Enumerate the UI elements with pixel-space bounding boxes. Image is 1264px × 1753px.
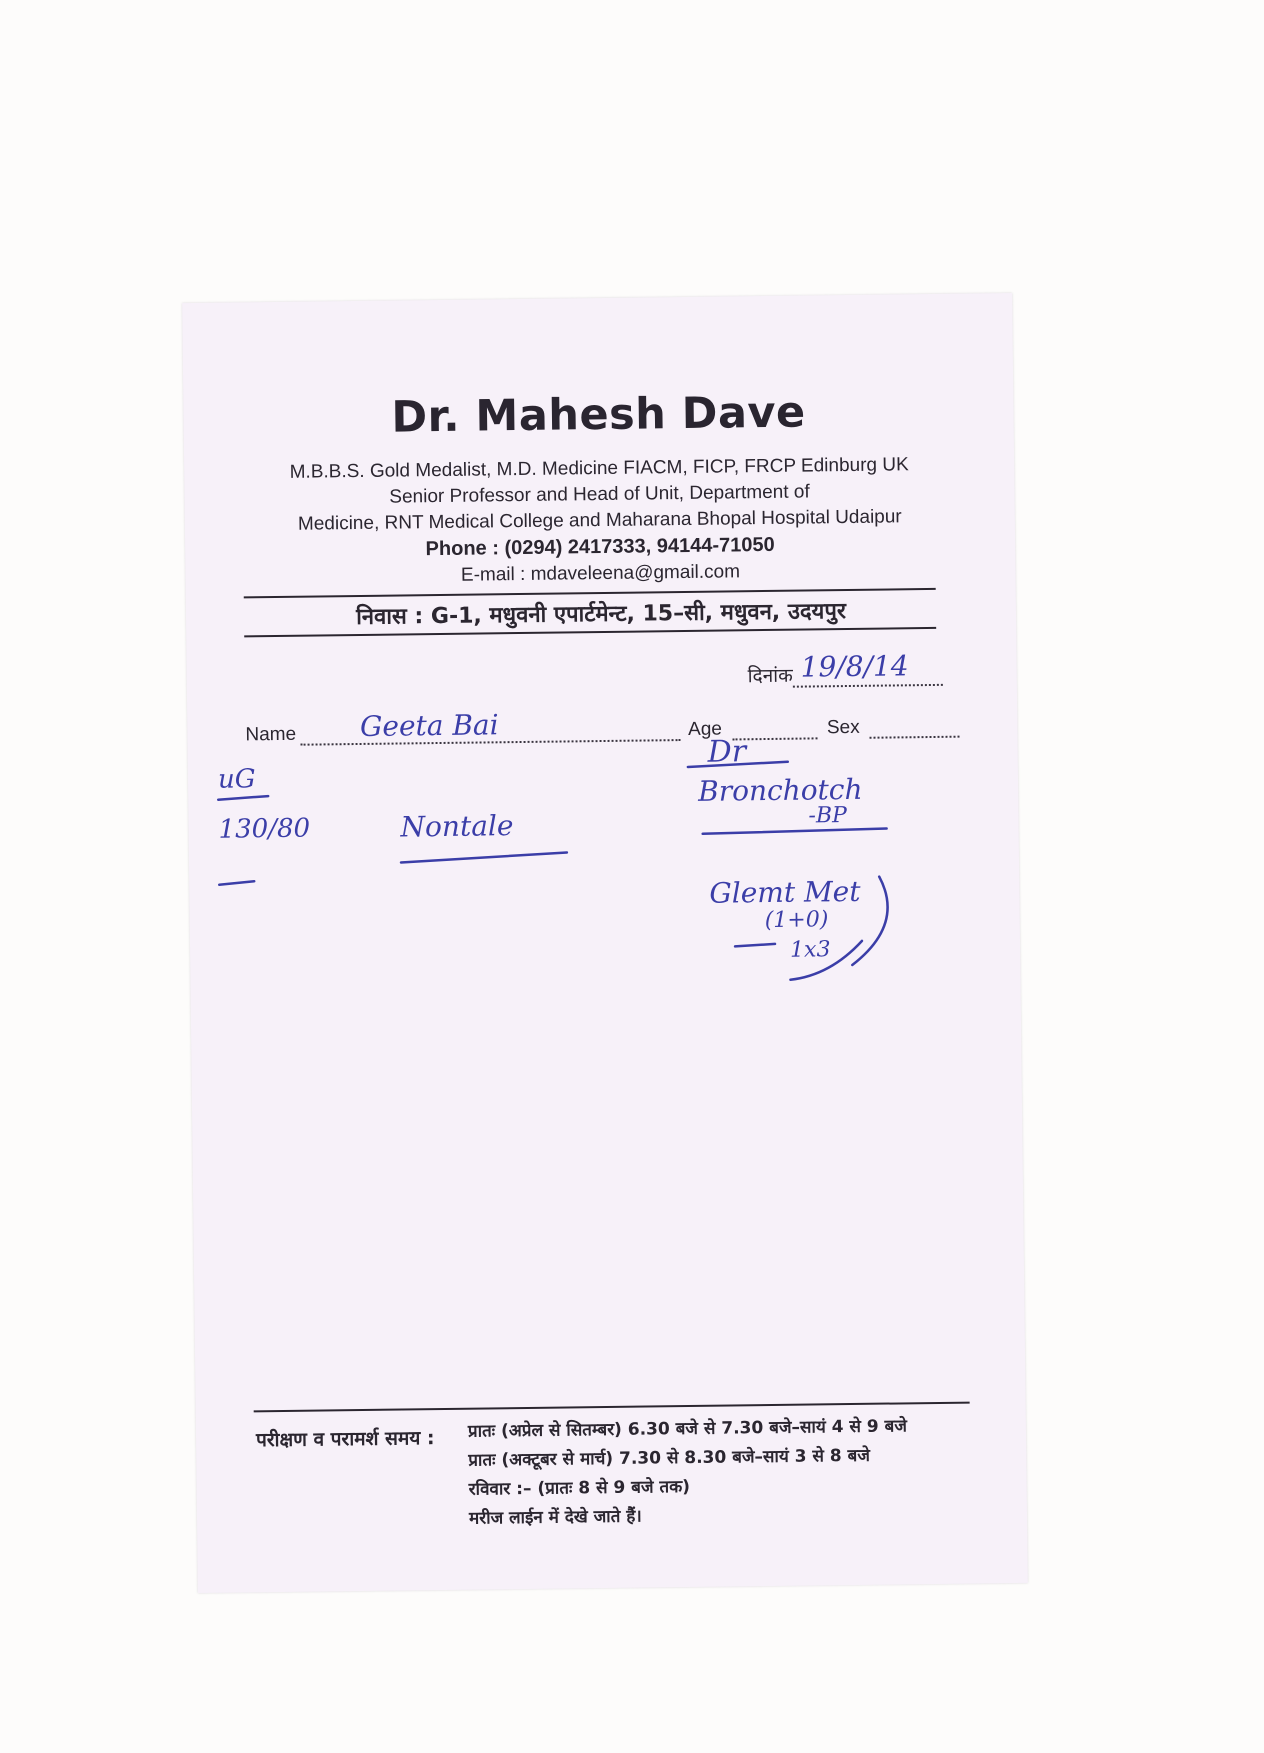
underline-right-note xyxy=(703,829,887,834)
timing-line-2: प्रातः (अक्टूबर से मार्च) 7.30 से 8.30 बजे–सायं 3 से 8 बजे xyxy=(468,1445,871,1471)
position-line-1: Senior Professor and Head of Unit, Department of xyxy=(389,481,810,508)
residence-address: निवास : G-1, मधुवनी एपार्टमेन्ट, 15–सी, मधुवन, उदयपुर xyxy=(355,599,847,631)
phone-value: (0294) 2417333, 94144-71050 xyxy=(504,533,775,560)
prescription-sheet xyxy=(182,293,1028,1593)
name-handwritten: Geeta Bai xyxy=(359,708,499,743)
patient-fields xyxy=(245,706,960,747)
timing-line-3: रविवार :– (प्रातः 8 से 9 बजे तक) xyxy=(468,1477,691,1500)
note-right-line1: Bronchotch xyxy=(697,772,863,808)
position-line-2: Medicine, RNT Medical College and Maharana Bhopal Hospital Udaipur xyxy=(297,506,902,535)
underline-left-top xyxy=(218,796,268,800)
note-left-top: uG xyxy=(217,764,256,795)
doctor-name: Dr. Mahesh Dave xyxy=(391,387,806,443)
note-right-line2: -BP xyxy=(808,803,848,829)
timing-line-4: मरीज लाईन में देखे जाते हैं। xyxy=(468,1506,642,1529)
name-label: Name xyxy=(245,723,297,746)
rx-dash xyxy=(735,944,775,946)
phone-label: Phone : xyxy=(425,537,500,561)
note-middle: Nontale xyxy=(400,809,514,844)
note-left-bottom: 130/80 xyxy=(218,813,311,845)
rx-line-2: (1+0) xyxy=(764,907,829,934)
name-blank xyxy=(300,709,680,746)
email-label: E-mail : xyxy=(460,563,526,586)
sex-blank xyxy=(869,714,959,739)
date-handwritten: 19/8/14 xyxy=(800,649,909,684)
date-field xyxy=(747,650,943,688)
date-label: दिनांक xyxy=(747,664,793,688)
age-label: Age xyxy=(687,718,723,740)
timing-label: परीक्षण व परामर्श समय : xyxy=(255,1427,435,1452)
rx-line-1: Glemt Met xyxy=(709,874,861,910)
email-line xyxy=(185,558,1015,590)
timing-line-1: प्रातः (अप्रेल से सितम्बर) 6.30 बजे से 7.30 बजे–सायं 4 से 9 बजे xyxy=(467,1416,908,1442)
underline-middle xyxy=(401,852,567,862)
rx-line-3: 1x3 xyxy=(789,937,831,963)
underline-left-bottom xyxy=(219,881,254,884)
qualifications: M.B.B.S. Gold Medalist, M.D. Medicine FIACM, FICP, FRCP Edinburg UK xyxy=(289,454,909,483)
note-right-abbrev: Dr xyxy=(707,734,747,770)
date-blank xyxy=(792,650,942,688)
timing-lines xyxy=(468,1412,908,1533)
footer-rule xyxy=(254,1402,970,1413)
email-value: mdaveleena@gmail.com xyxy=(530,561,741,585)
sex-label: Sex xyxy=(826,716,860,739)
